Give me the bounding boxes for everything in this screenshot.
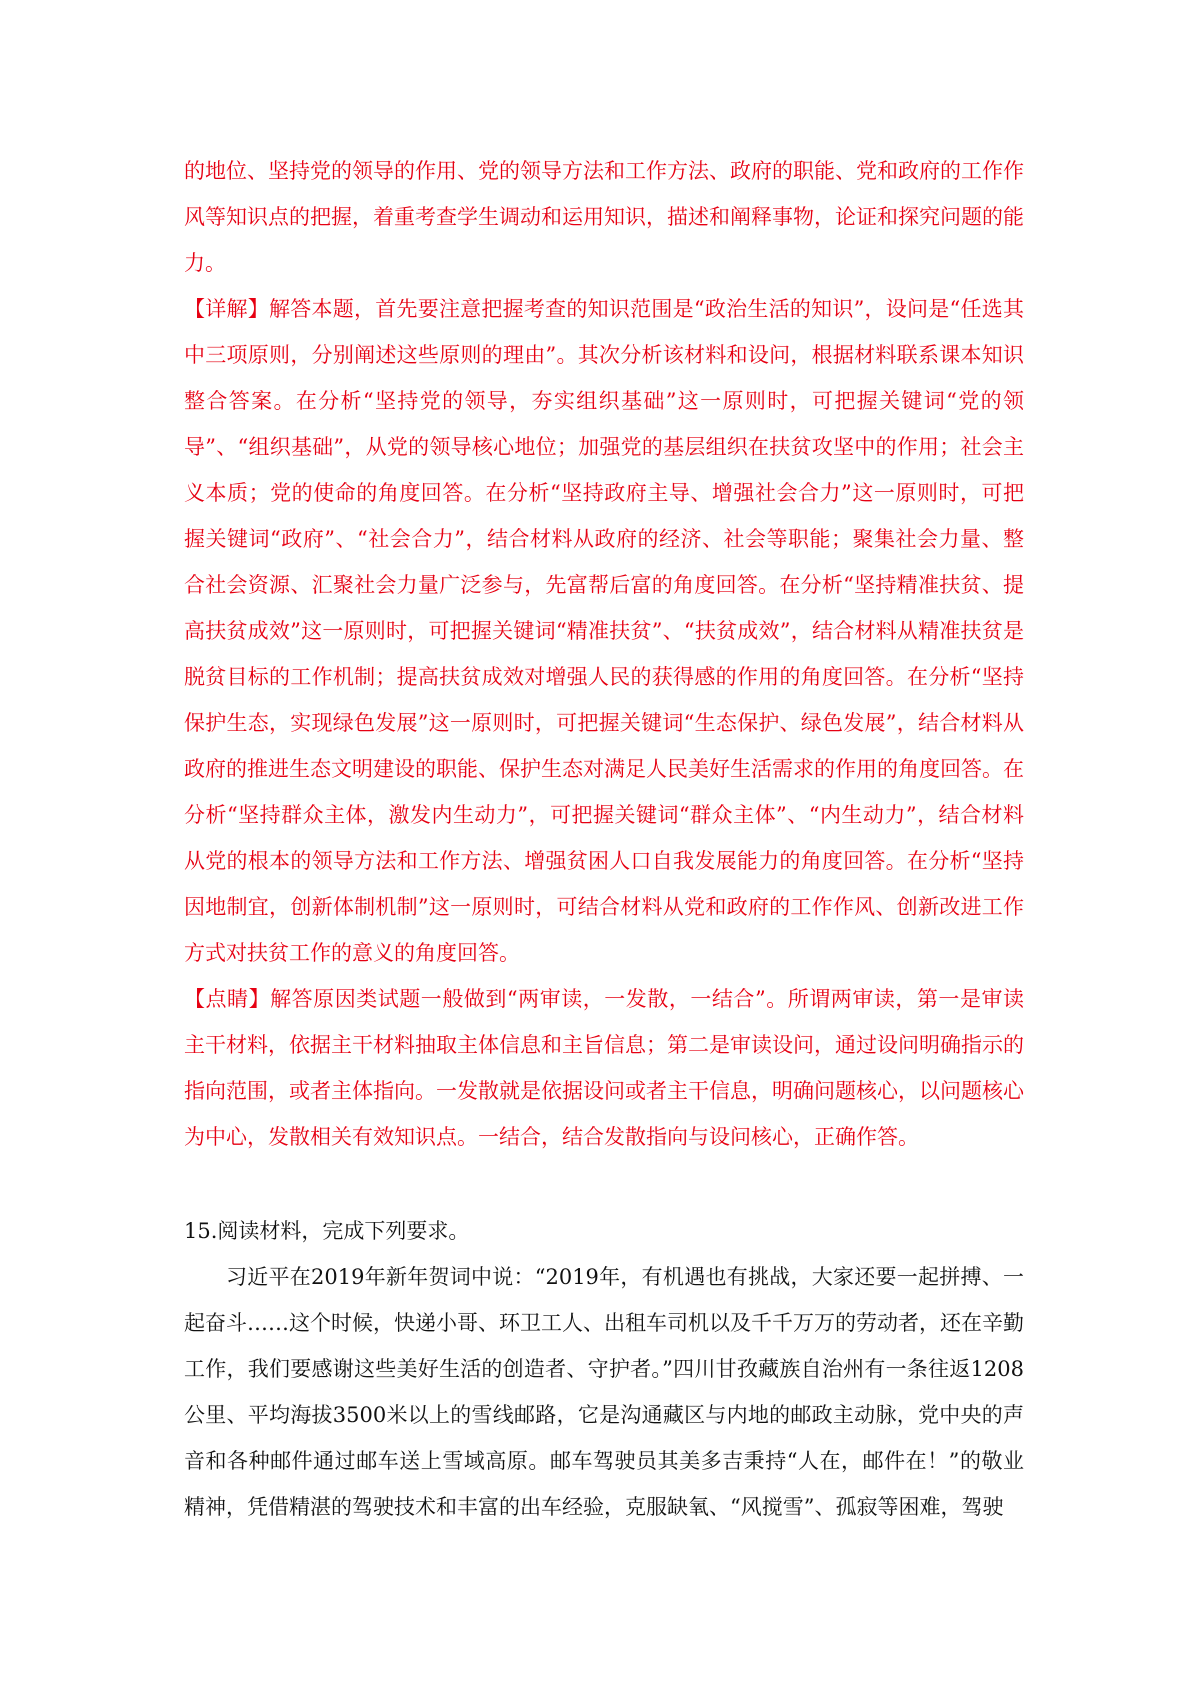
detail-text: 解答本题，首先要注意把握考查的知识范围是“政治生活的知识”，设问是“任选其中三项原则，分别阐述这些原则的理由”。其次分析该材料和设问，根据材料联系课本知识整合答案。在分析“坚持党的领导，夯实组织基础”这一原则时，可把握关键词“党的领导”、“组织基础”，从党的领导核心地位；加强党的基层组织在扶贫攻坚中的作用；社会主义本质；党的使命的角度回答。在分析“坚持政府主导、增强社会合力”这一原则时，可把握关键词“政府”、“社会合力”，结合材料从政府的经济、社会等职能；聚集社会力量、整合社会资源、汇聚社会力量广泛参与，先富帮后富的角度回答。在分析“坚持精准扶贫、提高扶贫成效”这一原则时，可把握关键词“精准扶贫”、“扶贫成效”，结合材料从精准扶贫是脱贫目标的工作机制；提高扶贫成效对增强人民的获得感的作用的角度回答。在分析“坚持保护生态，实现绿色发展”这一原则时，可把握关键词“生态保护、绿色发展”，结合材料从政府的推进生态文明建设的职能、保护生态对满足人民美好生活需求的作用的角度回答。在分析“坚持群众主体，激发内生动力”，可把握关键词“群众主体”、“内生动力”，结合材料从党的根本的领导方法和工作方法、增强贫困人口自我发展能力的角度回答。在分析“坚持因地制宜，创新体制机制”这一原则时，可结合材料从党和政府的工作作风、创新改进工作方式对扶贫工作的意义的角度回答。 bbox=[184, 297, 1024, 965]
tip-text: 解答原因类试题一般做到“两审读，一发散，一结合”。所谓两审读，第一是审读主干材料，依据主干材料抽取主体信息和主旨信息；第二是审读设问，通过设问明确指示的指向范围，或者主体指向。一发散就是依据设问或者主干信息，明确问题核心，以问题核心为中心，发散相关有效知识点。一结合，结合发散指向与设问核心，正确作答。 bbox=[184, 987, 1025, 1149]
detail-section bbox=[184, 286, 1024, 976]
question-material: 习近平在2019年新年贺词中说：“2019年，有机遇也有挑战，大家还要一起拼搏、一起奋斗……这个时候，快递小哥、环卫工人、出租车司机以及千千万万的劳动者，还在辛勤工作，我们要感谢这些美好生活的创造者、守护者。”四川甘孜藏族自治州有一条往返1208公里、平均海拔3500米以上的雪线邮路，它是沟通藏区与内地的邮政主动脉，党中央的声音和各种邮件通过邮车送上雪域高原。邮车驾驶员其美多吉秉持“人在，邮件在！”的敬业精神，凭借精湛的驾驶技术和丰富的出车经验，克服缺氧、“风搅雪”、孤寂等困难，驾驶 bbox=[184, 1265, 1024, 1519]
question-heading: 15.阅读材料，完成下列要求。 bbox=[184, 1219, 470, 1243]
tip-section bbox=[184, 976, 1024, 1160]
document-page bbox=[184, 148, 1024, 1530]
analysis-intro: 的地位、坚持党的领导的作用、党的领导方法和工作方法、政府的职能、党和政府的工作作风等知识点的把握，着重考查学生调动和运用知识，描述和阐释事物，论证和探究问题的能力。 bbox=[184, 159, 1024, 275]
tip-tag: 【点睛】 bbox=[184, 987, 271, 1011]
section-gap bbox=[184, 1160, 1024, 1208]
detail-tag: 【详解】 bbox=[184, 297, 269, 321]
